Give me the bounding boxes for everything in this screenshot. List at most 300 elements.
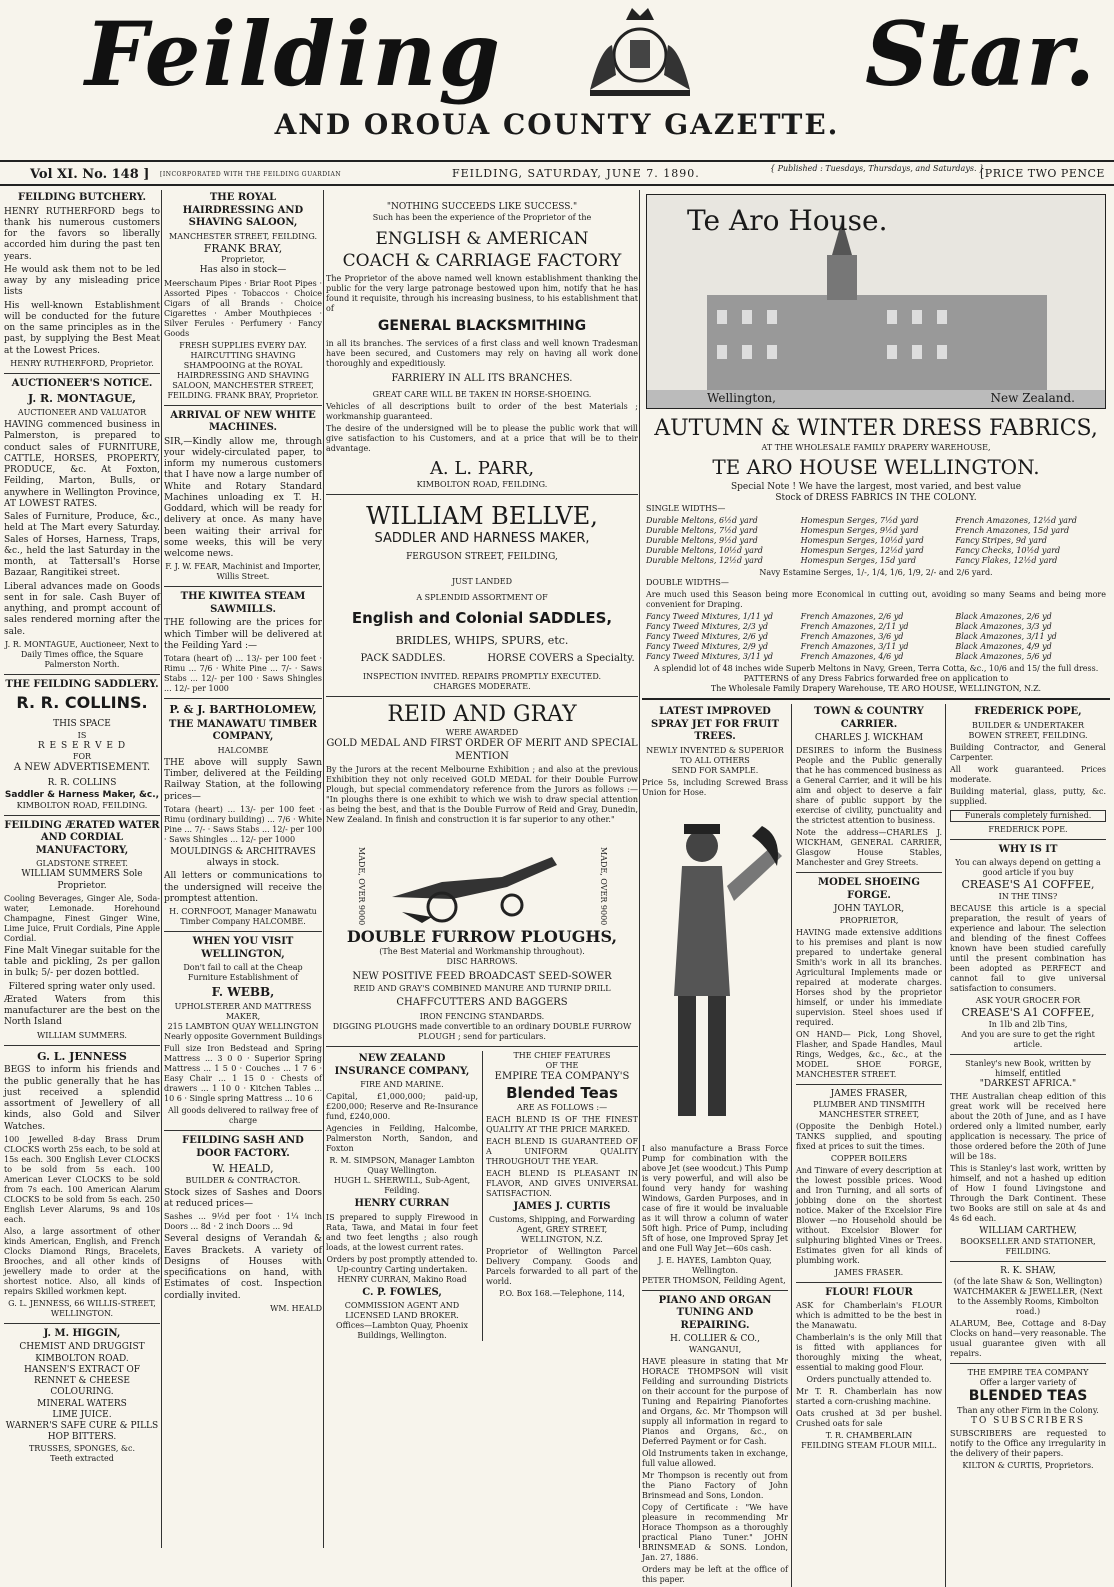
- tea-follows: ARE AS FOLLOWS :—: [516, 1102, 608, 1112]
- kiwitea-heading: THE KIWITEA STEAM SAWMILLS.: [180, 591, 306, 615]
- double-widths-list: [646, 612, 1106, 662]
- fraser-text: (Opposite the Denbigh Hotel.) TANKS supplied, and spouting fixed at prices to suit the times.: [796, 1121, 942, 1151]
- hairdresser-proprietor: Proprietor,: [221, 255, 265, 265]
- higgin-product: TRUSSES, SPONGES, &c.: [28, 1443, 136, 1453]
- fabric-price-item: Fancy Tweed Mixtures, 2/9 yd: [646, 642, 768, 651]
- royal-crest-icon: [560, 0, 720, 110]
- flour-signature: T. R. CHAMBERLAIN: [825, 1431, 913, 1441]
- double-widths-label: DOUBLE WIDTHS—: [646, 578, 729, 587]
- webb-address: 215 LAMBTON QUAY WELLINGTON Nearly opposite Government Buildings: [164, 1022, 322, 1041]
- fabric-price-item: Fancy Flakes, 12½d yard: [955, 556, 1058, 565]
- fabrics-heading: AUTUMN & WINTER DRESS FABRICS,: [654, 416, 1098, 441]
- parr-text: Vehicles of all descriptions built to order of the best Materials ; workmanship guaranteed.: [326, 401, 638, 421]
- hairdresser-name: FRANK BRAY,: [203, 241, 283, 255]
- carthew-name: WILLIAM CARTHEW,: [979, 1225, 1077, 1236]
- why-text: You can always depend on getting a good article if you buy: [955, 858, 1101, 877]
- shaw-role: (of the late Shaw & Son, Wellington) WATCHMAKER & JEWELLER, (Next to the Assembly Rooms, Kimbolton road.): [953, 1277, 1103, 1317]
- plough-made-label: MADE, OVER 9000: [599, 847, 608, 926]
- price: [PRICE TWO PENCE: [980, 167, 1105, 180]
- fraser-name: JAMES FRASER,: [830, 1088, 908, 1099]
- flour-heading: FLOUR! FLOUR: [825, 1286, 913, 1298]
- auctioneer-signature: J. R. MONTAGUE, Auctioneer, Next to Daily Times office, the Square Palmerston North.: [5, 639, 159, 669]
- butchery-signature: HENRY RUTHERFORD, Proprietor.: [10, 358, 154, 368]
- subscribers-text: SUBSCRIBERS are requested to notify to the Office any irregularity in the delivery of their papers.: [950, 1429, 1106, 1458]
- column-1: [4, 190, 160, 1548]
- te-aro-title: TE ARO HOUSE WELLINGTON.: [712, 454, 1040, 479]
- carthew-role: BOOKSELLER AND STATIONER, FEILDING.: [960, 1237, 1096, 1256]
- higgin-product: WARNER'S SAFE CURE & PILLS: [5, 1421, 159, 1431]
- hairdresser-street: MANCHESTER STREET, FEILDING.: [169, 231, 317, 241]
- auctioneer-role: AUCTIONEER AND VALUATOR: [17, 408, 147, 417]
- spray-jet-text: I also manufacture a Brass Force Pump for combination with the above Jet (see woodcut.) This Pump is very powerful, and will also be found very handy for washing Windows, Garden Purposes, and in case of fire it would be invaluable as it will throw a column of water 50ft high. Price of Pump, including 5ft of hose, one Improved Spray Jet and one Full Way Jet—60s cash.: [642, 1143, 788, 1253]
- heald-name: W. HEALD,: [212, 1162, 274, 1175]
- webb-delivery: All goods delivered to railway free of charge: [168, 1106, 318, 1125]
- empire-blended: BLENDED TEAS: [968, 1388, 1088, 1405]
- fabric-price-item: Homespun Serges, 15d yard: [800, 556, 917, 565]
- pope-funerals: Funerals completely furnished.: [950, 810, 1106, 822]
- divider: [796, 1282, 942, 1283]
- fraser-copper: COPPER BOILERS: [830, 1153, 908, 1163]
- insurance-capital: Capital, £1,000,000; paid-up, £200,000; Reserve and Re-Insurance fund, £240,000.: [326, 1092, 478, 1122]
- reid-chaff: CHAFFCUTTERS AND BAGGERS: [396, 996, 568, 1008]
- fabric-price-item: Homespun Serges, 9½d yard: [800, 526, 919, 535]
- jenness-text: BEGS to inform his friends and the public generally that he has just received a splendid assortment of Jewellery of all kinds, also Gold and Silver Watches.: [4, 1065, 160, 1132]
- parr-name: A. L. PARR,: [429, 457, 535, 479]
- insurance-heading: NEW ZEALAND INSURANCE COMPANY,: [334, 1053, 470, 1077]
- subscribers-heading: TO SUBSCRIBERS: [970, 1415, 1086, 1426]
- insurance-agencies: Agencies in Feilding, Halcombe, Palmerston North, Sandon, and Foxton: [326, 1124, 478, 1154]
- curtis-box: P.O. Box 168.—Telephone, 114,: [499, 1289, 625, 1298]
- flour-corn: Mr T. R. Chamberlain has now started a corn-crushing machine.: [796, 1387, 942, 1407]
- auctioneer-name: J. R. MONTAGUE,: [28, 392, 136, 406]
- crease-tins-sizes: In 1lb and 2lb Tins,: [988, 1019, 1068, 1029]
- parr-address: KIMBOLTON ROAD, FEILDING.: [416, 480, 548, 490]
- column-3: [326, 190, 638, 1548]
- fabric-price-item: Fancy Tweed Mixtures, 3/11 yd: [646, 652, 774, 661]
- higgin-product: MINERAL WATERS: [37, 1398, 127, 1409]
- cornfoot-signature: H. CORNFOOT, Manager Manawatu Timber Company HALCOMBE.: [169, 907, 317, 926]
- divider: [950, 1363, 1106, 1364]
- carrier-name: CHARLES J. WICKHAM: [814, 733, 924, 743]
- fabric-price-item: Fancy Tweed Mixtures, 1/11 yd: [646, 612, 774, 621]
- volume-number: Vol XI. No. 148 ]: [30, 167, 150, 182]
- tea-blended: Blended Teas: [506, 1083, 618, 1102]
- pope-name: FREDERICK POPE,: [974, 706, 1082, 717]
- bellve-pack: PACK SADDLES.: [360, 653, 446, 665]
- parr-title: COACH & CARRIAGE FACTORY: [342, 250, 622, 271]
- shaw-name: R. K. SHAW,: [1000, 1266, 1056, 1276]
- tea-of: OF THE: [545, 1061, 579, 1071]
- divider: [796, 1084, 942, 1085]
- auctioneer-text: Liberal advances made on Goods sent in for sale. Cash Buyer of anything, and prompt account of sales rendered morning after the sale.: [4, 581, 160, 637]
- divider: [4, 815, 160, 816]
- shaw-text: ALARUM, Bee, Cottage and 8-Day Clocks on hand—very reasonable. The usual guarantee given with all repairs.: [950, 1319, 1106, 1359]
- collier-certificate: Copy of Certificate : "We have pleasure in recommending Mr Horace Thompson as a thoroughly practical Piano Tuner." JOHN BRINSMEAD & SONS. London, Jan. 27, 1886.: [642, 1503, 788, 1563]
- kiwitea-prices: Totara (heart of) ... 13/- per 100 feet · Rimu ... 7/6 · White Pine ... 7/- · Saws Stabs ... 12/- per 100 · Saws Shingles ... 12/- per 1000: [164, 654, 322, 693]
- webb-name: F. WEBB,: [211, 985, 275, 999]
- divider: [326, 1046, 638, 1047]
- reid-text: By the Jurors at the recent Melbourne Exhibition ; and also at the previous Exhibition they not only received GOLD MEDAL for their Double Furrow Plough, but special commendatory reference from the Jurors as follows :— "In ploughs there is one exhibit to which we wish to draw special attention as being the best, and that is the Double Furrow of Reid and Gray, Dunedin, New Zealand. In finish and construction it is far superior to any other.": [326, 765, 638, 825]
- reid-awarded: WERE AWARDED: [445, 728, 519, 738]
- masthead-title-right: Star.: [865, 2, 1096, 106]
- parr-farriery: FARRIERY IN ALL ITS BRANCHES.: [391, 373, 573, 385]
- space-notice: FOR: [72, 751, 92, 761]
- empire-heading: THE EMPIRE TEA COMPANY: [967, 1368, 1089, 1378]
- reid-ploughs: DOUBLE FURROW PLOUGHS,: [346, 927, 618, 947]
- subscribers-signature: KILTON & CURTIS, Proprietors.: [962, 1461, 1094, 1470]
- te-aro-banner: Te Aro House.: [687, 204, 888, 237]
- spray-jet-agent: PETER THOMSON, Feilding Agent,: [642, 1275, 786, 1285]
- fabric-price-item: French Amazones, 3/11 yd: [800, 642, 909, 651]
- forge-text: HAVING made extensive additions to his premises and plant is now prepared to undertake general Smith's work in all its branches. Agricultural Implements made or repaired at moderate charges. Horses shod by the proprietor himself, or under his immediate supervision. Steel shoes used if required.: [796, 927, 942, 1027]
- parr-title: ENGLISH & AMERICAN: [375, 229, 589, 250]
- space-notice: IS: [77, 730, 87, 740]
- fraser-text: And Tinware of every description at the lowest possible prices. Wood and Iron Turning, and all sorts of jobbing done on the shortest notice. Maker of the Excelsior Fire Blower —no Household should be without. Excelsior Blower for sulphuring blighted Vines or Trees. Estimates given for all kinds of plumbing work.: [796, 1165, 942, 1265]
- fowles-name: C. P. FOWLES,: [362, 1286, 442, 1298]
- divider: [326, 696, 638, 697]
- higgin-product: LIME JUICE.: [52, 1409, 112, 1420]
- single-widths-label: SINGLE WIDTHS—: [646, 504, 726, 513]
- divider: [950, 1054, 1106, 1055]
- bellve-horse-covers: HORSE COVERS a Specialty.: [487, 653, 635, 665]
- collins-name: R. R. COLLINS: [47, 778, 117, 789]
- aerated-name: WILLIAM SUMMERS Sole Proprietor.: [21, 869, 143, 891]
- bellve-name: WILLIAM BELLVE,: [366, 502, 598, 531]
- crease-tins: IN THE TINS?: [998, 891, 1058, 901]
- bellve-address: FERGUSON STREET, FEILDING,: [406, 551, 558, 562]
- fabric-price-item: French Amazones, 2/6 yd: [800, 612, 904, 621]
- divider: [642, 1290, 788, 1291]
- divider: [164, 586, 322, 587]
- plough-made-label: MADE, OVER 9000: [357, 847, 366, 926]
- right-article: And you are sure to get the right article.: [961, 1029, 1095, 1049]
- bartholomew-company: THE MANAWATU TIMBER COMPANY,: [168, 718, 318, 743]
- fabric-price-item: Black Amazones, 3/3 yd: [955, 622, 1052, 631]
- bellve-inspection: INSPECTION INVITED. REPAIRS PROMPTLY EXECUTED.: [362, 671, 602, 681]
- forge-heading: MODEL SHOEING FORGE.: [818, 877, 920, 901]
- collier-text: Mr Thompson is recently out from the Piano Factory of John Brinsmead and Sons, London.: [642, 1471, 788, 1501]
- fraser-signature: JAMES FRASER.: [834, 1267, 904, 1277]
- higgin-product: Teeth extracted: [50, 1453, 114, 1463]
- bellve-role: SADDLER AND HARNESS MAKER,: [374, 531, 590, 547]
- spray-jet-signature: J. E. HAYES, Lambton Quay, Wellington.: [658, 1255, 772, 1275]
- aerated-street: GLADSTONE STREET.: [36, 859, 128, 869]
- butchery-text: He would ask them not to be led away by any misleading price lists: [4, 264, 160, 298]
- parr-text: The Proprietor of the above named well known establishment thanking the public for the very large patronage bestowed upon him, notify that he has found it requisite, through his increasing business, to his establishment that of: [326, 273, 638, 313]
- carrier-text: DESIRES to inform the Business People and the Public generally that he has commenced business as a General Carrier, and it will be his aim and object to deserve a fair share of public support by the exercise of civility, punctuality and the strictest attention to business.: [796, 746, 942, 826]
- curran-text: IS prepared to supply Firewood in Rata, Tawa, and Matai in four feet and two feet lengths ; also rough loads, at the lowest current rates.: [326, 1212, 478, 1252]
- forge-name: JOHN TAYLOR,: [833, 904, 905, 915]
- column-2: [164, 190, 322, 1548]
- pope-text: All work guaranteed. Prices moderate.: [950, 764, 1106, 784]
- divider: [950, 1261, 1106, 1262]
- fabric-price-item: French Amazones, 2/11 yd: [800, 622, 909, 631]
- aerated-heading: FEILDING ÆRATED WATER AND CORDIAL MANUFACTORY,: [4, 819, 160, 856]
- bartholomew-text: THE above will supply Sawn Timber, delivered at the Feilding Railway Station, at the following prices—: [164, 757, 322, 802]
- incorporated-note: [INCORPORATED WITH THE FEILDING GUARDIAN: [160, 171, 342, 178]
- butchery-heading: FEILDING BUTCHERY.: [18, 192, 146, 203]
- crease-coffee: CREASE'S A1 COFFEE,: [961, 1005, 1095, 1019]
- divider: [164, 1130, 322, 1131]
- aerated-text: Ærated Waters from this manufacturer are the best on the North Island: [4, 994, 160, 1028]
- curtis-name: JAMES J. CURTIS: [513, 1200, 611, 1212]
- spray-jet-newly: NEWLY INVENTED & SUPERIOR TO ALL OTHERS: [646, 745, 784, 765]
- masthead-title-left: Feilding: [85, 2, 502, 106]
- auctioneer-text: Sales of Furniture, Produce, &c., held at The Mart every Saturday. Sales of Horses, Harness, Traps, &c., held the last Saturday in the month, at Tattersall's Horse Bazaar, Rangitikei street.: [4, 512, 160, 579]
- spray-jet-sample: SEND FOR SAMPLE.: [671, 765, 759, 775]
- fraser-role: PLUMBER AND TINSMITH: [813, 1099, 925, 1109]
- bartholomew-prices: Totara (heart) ... 13/- per 100 feet · Rimu (ordinary building) ... 7/6 · White Pine ... 7/- · Saws Stabs ... 12/- per 100 · Saws Shingles ... 12/- per 1000: [164, 804, 322, 844]
- ask-grocer: ASK YOUR GROCER FOR: [975, 995, 1081, 1005]
- flour-mill: FEILDING STEAM FLOUR MILL.: [801, 1441, 937, 1451]
- space-notice: THIS SPACE: [53, 719, 111, 730]
- tea-company: EMPIRE TEA COMPANY'S: [494, 1071, 630, 1083]
- pope-role: BUILDER & UNDERTAKER: [972, 720, 1084, 730]
- jenness-signature: G. L. JENNESS, 66 WILLIS-STREET, WELLINGTON.: [8, 1298, 156, 1318]
- stanley-heading: Stanley's new Book, written by himself, entitled: [965, 1058, 1091, 1078]
- bartholomew-place: HALCOMBE: [217, 745, 269, 755]
- divider: [164, 698, 322, 699]
- column-rule: [161, 190, 162, 1548]
- aerated-text: Filtered spring water only used.: [8, 981, 156, 992]
- jenness-text: Also, a large assortment of other kinds American, English, and French Clocks Diamond Rings, Bracelets, Brooches, and all other kinds of jewellery made to order at the shortest notice. Also, all kinds of repairs Skilled workmen kept.: [4, 1226, 160, 1296]
- space-notice: A NEW ADVERTISEMENT.: [13, 761, 151, 773]
- fabric-price-item: French Amazones, 12½d yard: [955, 516, 1077, 525]
- pope-crease-column: [950, 704, 1106, 1587]
- bellve-bridles: BRIDLES, WHIPS, SPURS, etc.: [395, 633, 569, 647]
- navy-serges: Navy Estamine Serges, 1/-, 1/4, 1/6, 1/9, 2/- and 2/6 yard.: [759, 568, 993, 577]
- stanley-text: THE Australian cheap edition of this great work will be received here about the 20th of June, and as I have ordered only a limited number, early application is necessary. The price of those ordered before the 20th of June will be 18s.: [950, 1091, 1106, 1161]
- dateline: [0, 160, 1114, 186]
- webb-heading: WHEN YOU VISIT WELLINGTON,: [192, 936, 294, 960]
- collier-orders: Orders may be left at the office of this paper.: [642, 1565, 788, 1585]
- tea-feature: EACH BLEND IS OF THE FINEST QUALITY AT THE PRICE MARKED.: [486, 1114, 638, 1134]
- divider: [4, 674, 160, 675]
- masthead: [0, 0, 1114, 160]
- fowles-address: Offices—Lambton Quay, Phoenix Buildings, Wellington.: [336, 1321, 468, 1341]
- space-notice: R E S E R V E D: [37, 740, 127, 751]
- tea-heading: THE CHIEF FEATURES: [513, 1051, 611, 1061]
- parr-quote: "NOTHING SUCCEEDS LIKE SUCCESS.": [386, 202, 578, 212]
- insurance-manager: R. M. SIMPSON, Manager Lambton Quay Wellington.: [329, 1156, 475, 1176]
- fabric-price-item: Durable Meltons, 6½d yard: [646, 516, 758, 525]
- fabric-price-item: Fancy Stripes, 9d yard: [955, 536, 1047, 545]
- arrival-heading: ARRIVAL OF NEW WHITE MACHINES.: [170, 409, 316, 433]
- curran-orders: Orders by post promptly attended to.: [326, 1254, 478, 1264]
- flour-oats: Oats crushed at 3d per bushel. Crushed oats for sale: [796, 1409, 942, 1429]
- te-aro-house-illustration: [646, 194, 1106, 409]
- webb-role: UPHOLSTERER AND MATTRESS MAKER,: [174, 1002, 312, 1021]
- pope-text: Building Contractor, and General Carpenter.: [950, 742, 1106, 762]
- heald-heading: FEILDING SASH AND DOOR FACTORY.: [182, 1135, 304, 1159]
- bellve-assortment: A SPLENDID ASSORTMENT OF: [416, 592, 548, 602]
- fabric-price-item: Durable Meltons, 10½d yard: [646, 546, 763, 555]
- curran-carting: Up-country Carting undertaken. HENRY CURRAN, Makino Road: [336, 1264, 468, 1284]
- flour-orders: Orders punctually attended to.: [806, 1375, 932, 1385]
- curtis-text: Proprietor of Wellington Parcel Delivery Company. Goods and Parcels forwarded to all part of the world.: [486, 1247, 638, 1286]
- divider: [326, 494, 638, 495]
- auctioneer-text: HAVING commenced business in Palmerston, is prepared to conduct sales of FURNITURE, CATTLE, HORSES, PROPERTY, PRODUCE, &c. At Foxton, Feilding, Marton, Bulls, or anywhere in Wellington Province, AT LOWEST RATES.: [4, 420, 160, 509]
- reid-name: REID AND GRAY: [387, 701, 577, 727]
- divider: [642, 698, 1110, 700]
- stanley-title: "DARKEST AFRICA.": [979, 1078, 1077, 1089]
- collins-address: KIMBOLTON ROAD, FEILDING.: [16, 800, 148, 810]
- curtis-role: Customs, Shipping, and Forwarding Agent, GREY STREET, WELLINGTON, N.Z.: [488, 1215, 636, 1244]
- heald-text: Several designs of Verandah & Eaves Brackets. A variety of Designs of Houses with specifications on hand, with Estimates of cost. Inspection cordially invited.: [164, 1234, 322, 1301]
- bartholomew-heading: P. & J. BARTHOLOMEW,: [169, 703, 317, 716]
- reid-disc: DISC HARROWS.: [446, 957, 518, 967]
- butchery-text: His well-known Establishment will be conducted for the future on the same principles as in the past, by supplying the Best Meat at the Lowest Prices.: [4, 300, 160, 356]
- collier-text: Old Instruments taken in exchange, full value allowed.: [642, 1449, 788, 1469]
- hairdresser-stock: Has also in stock—: [199, 265, 287, 276]
- publication-days: { Published : Tuesdays, Thursdays, and Saturdays. }: [770, 164, 985, 173]
- pope-text: Building material, glass, putty, &c. supplied.: [950, 786, 1106, 806]
- higgin-name: J. M. HIGGIN,: [43, 1327, 121, 1339]
- webb-text: Don't fail to call at the Cheap Furniture Establishment of: [183, 963, 303, 982]
- hairdresser-fresh: FRESH SUPPLIES EVERY DAY.: [179, 340, 307, 350]
- arrival-signature: F. J. W. FEAR, Machinist and Importer, Willis Street.: [165, 562, 321, 582]
- collier-place: WANGANUI,: [688, 1345, 742, 1355]
- mouldings-notice: MOULDINGS & ARCHITRAVES always in stock.: [170, 846, 316, 868]
- spray-jet-price: Price 5s, including Screwed Brass Union for Hose.: [642, 777, 788, 797]
- crease-text: BECAUSE this article is a special preparation, the result of years of experience and labour. The selection and blending of the finest Coffees known have been studied carefully until the present combination has been adopted as PERFECT and cannot fail to give universal satisfaction to consumers.: [950, 903, 1106, 993]
- heald-role: BUILDER & CONTRACTOR.: [185, 1175, 301, 1185]
- flour-text: ASK for Chamberlain's FLOUR which is admitted to be the best in the Manawatu.: [796, 1301, 942, 1331]
- saddlery-heading: THE FEILDING SADDLERY.: [5, 678, 159, 690]
- parr-text: in all its branches. The services of a first class and well known Tradesman have been secured, and Customers may rely on having all work done thoroughly and expeditiously.: [326, 339, 638, 369]
- carrier-heading: TOWN & COUNTRY CARRIER.: [814, 706, 924, 730]
- fabric-price-item: Fancy Tweed Mixtures, 2/6 yd: [646, 632, 768, 641]
- warehouse-address: The Wholesale Family Drapery Warehouse, TE ARO HOUSE, WELLINGTON, N.Z.: [710, 684, 1042, 693]
- fowles-role: COMMISSION AGENT AND LICENSED LAND BROKER.: [344, 1301, 460, 1321]
- fabric-price-item: Black Amazones, 4/9 yd: [955, 642, 1052, 651]
- tea-ad: [482, 1051, 638, 1341]
- stanley-text: This is Stanley's last work, written by himself, and not a hashed up edition of How I found Livingstone and Through the Dark Continent. These two Books are still on sale at 4s and 4s 6d each.: [950, 1163, 1106, 1223]
- kiwitea-text: THE following are the prices for which Timber will be delivered at the Feilding Yard :—: [164, 618, 322, 651]
- letters-notice: All letters or communications to the undersigned will receive the promptest attention.: [164, 871, 322, 904]
- reid-iron: IRON FENCING STANDARDS.: [419, 1012, 545, 1022]
- fabric-price-item: Fancy Checks, 10½d yard: [955, 546, 1061, 555]
- fabric-price-item: Black Amazones, 3/11 yd: [955, 632, 1057, 641]
- fabric-price-item: Homespun Serges, 7½d yard: [800, 516, 919, 525]
- carrier-forge-column: [796, 704, 946, 1587]
- arrival-text: SIR,—Kindly allow me, through your widely-circulated paper, to inform my numerous customers that I have now a large number of White and Rotary Standard Machines unloading ex T. H. Goddard, which will be ready for delivery at once. As many have been waiting their arrival for some weeks, this will be very welcome news.: [164, 436, 322, 559]
- parr-blacksmithing: GENERAL BLACKSMITHING: [377, 317, 587, 334]
- higgin-role: CHEMIST AND DRUGGIST KIMBOLTON ROAD.: [19, 1342, 145, 1364]
- fabric-price-item: Fancy Tweed Mixtures, 2/3 yd: [646, 622, 768, 631]
- hayes-collier-column: [642, 704, 792, 1587]
- divider: [4, 1323, 160, 1324]
- parr-text: The desire of the undersigned will be to please the public work that will give satisfaction to his Customers, and at a price that will be to their advantage.: [326, 423, 638, 453]
- fabric-price-item: Durable Meltons, 7½d yard: [646, 526, 758, 535]
- aerated-items: Cooling Beverages, Ginger Ale, Soda-water, Lemonade. Horehound Champagne, Finest Ginger Wine, Lime Juice, Fruit Cordials, Pine Apple Cordial.: [4, 893, 160, 943]
- special-note: Special Note ! We have the largest, most varied, and best value Stock of DRESS FABRICS IN THE COLONY.: [730, 481, 1022, 503]
- forge-on-hand: ON HAND— Pick, Long Shovel, Flasher, and Spade Handles, Maul Rings, Wedges, &c., &c., at the MODEL SHOE FORGE, MANCHESTER STREET.: [796, 1029, 942, 1079]
- pope-signature: FREDERICK POPE.: [988, 824, 1068, 834]
- reid-manure: REID AND GRAY'S COMBINED MANURE AND TURNIP DRILL: [353, 983, 611, 993]
- aerated-text: Fine Malt Vinegar suitable for the table and pickling, 2s per gallon in bulk; 5/- per dozen bottled.: [4, 945, 160, 979]
- insurance-fire: FIRE AND MARINE.: [360, 1080, 444, 1090]
- divider: [4, 373, 160, 374]
- carrier-address: Note the address—CHARLES J. WICKHAM, GENERAL CARRIER, Glasgow House Stables, Manchester and Grey Streets.: [796, 828, 942, 868]
- patterns-note: PATTERNS of any Dress Fabrics forwarded free on application to: [743, 674, 1009, 683]
- crease-coffee: CREASE'S A1 COFFEE,: [961, 878, 1095, 891]
- divider: [796, 872, 942, 873]
- piano-heading: PIANO AND ORGAN TUNING AND REPAIRING.: [658, 1294, 772, 1331]
- jenness-text: 100 Jewelled 8-day Brass Drum CLOCKS worth 25s each, to be sold at 15s each. 300 English Lever CLOCKS to be sold from 5s each. 100 American Lever CLOCKS to be sold from 7s each. 100 American Alarum CLOCKS to be sold from 5s each. 250 English Lever Alarums, 9s and 10s each.: [4, 1134, 160, 1224]
- flour-text: Chamberlain's is the only Mill that is fitted with appliances for thoroughly mixing the wheat, essential to making good Flour.: [796, 1333, 942, 1373]
- fabric-price-item: Durable Meltons, 9½d yard: [646, 536, 758, 545]
- empire-offer: Offer a larger variety of: [979, 1378, 1077, 1388]
- heald-signature: WM. HEALD: [270, 1303, 322, 1313]
- divider: [950, 839, 1106, 840]
- auctioneer-heading: AUCTIONEER'S NOTICE.: [11, 377, 153, 389]
- higgin-product: HOP BITTERS.: [47, 1432, 117, 1443]
- man-with-sprayer-illustration-icon: [642, 806, 792, 1136]
- fabric-price-item: Durable Meltons, 12½d yard: [646, 556, 763, 565]
- saddlery-name: R. R. COLLINS.: [16, 693, 148, 713]
- fabric-price-item: French Amazones, 3/6 yd: [800, 632, 904, 641]
- insurance-subagent: HUGH L. SHERWILL, Sub-Agent, Feilding.: [333, 1176, 471, 1196]
- heald-text: Stock sizes of Sashes and Doors at reduced prices—: [164, 1187, 322, 1209]
- divider: [164, 405, 322, 406]
- fabric-price-item: Black Amazones, 5/6 yd: [955, 652, 1052, 661]
- spray-jet-heading: LATEST IMPROVED SPRAY JET FOR FRUIT TREES.: [650, 706, 780, 742]
- tea-feature: EACH BLEND IS PLEASANT IN FLAVOR, AND GIVES UNIVERSAL SATISFACTION.: [486, 1168, 638, 1198]
- reid-sower: NEW POSITIVE FEED BROADCAST SEED-SOWER: [352, 971, 612, 983]
- pope-street: BOWEN STREET, FEILDING.: [968, 730, 1088, 740]
- higgin-product: HANSEN'S EXTRACT OF RENNET & CHEESE COLOURING.: [24, 1364, 140, 1398]
- column-rule: [639, 190, 640, 1548]
- jenness-name: G. L. JENNESS: [37, 1049, 127, 1063]
- bellve-charges: CHARGES MODERATE.: [433, 681, 531, 691]
- why-heading: WHY IS IT: [998, 843, 1058, 855]
- divider: [4, 1045, 160, 1046]
- caption-wellington: Wellington,: [707, 391, 776, 405]
- fraser-street: MANCHESTER STREET,: [818, 1109, 920, 1119]
- collier-name: H. COLLIER & CO.,: [670, 1334, 760, 1344]
- parr-care: GREAT CARE WILL BE TAKEN IN HORSE-SHOEING.: [372, 389, 592, 399]
- hairdresser-items: Meerschaum Pipes · Briar Root Pipes · Assorted Pipes · Tobaccos · Choice Cigars of all Brands · Choice Cigarettes · Amber Mouthpieces · Silver Ferules · Perfumery · Fancy Goods: [164, 278, 322, 338]
- forge-proprietor: PROPRIETOR,: [839, 915, 899, 925]
- meltons-note: A splendid lot of 48 inches wide Superb Meltons in Navy, Green, Terra Cotta, &c., 10/6 and 15/ the full dress.: [653, 664, 1099, 673]
- aerated-signature: WILLIAM SUMMERS.: [37, 1030, 127, 1040]
- heald-items: Sashes ... 9½d per foot · 1¼ inch Doors ... 8d · 2 inch Doors ... 9d: [164, 1212, 322, 1232]
- insurance-ad: [326, 1051, 478, 1341]
- double-widths-text: Are much used this Season being more Economical in cutting out, avoiding so many Seams and being more convenient for Draping.: [646, 590, 1106, 609]
- collins-trade: Saddler & Harness Maker, &c.,: [4, 789, 160, 800]
- fabric-price-item: Black Amazones, 2/6 yd: [955, 612, 1052, 621]
- masthead-subtitle: AND OROUA COUNTY GAZETTE.: [274, 108, 840, 141]
- bellve-saddles: English and Colonial SADDLES,: [351, 608, 613, 627]
- empire-any: Than any other Firm in the Colony.: [957, 1405, 1099, 1415]
- curran-name: HENRY CURRAN: [354, 1198, 450, 1210]
- fabric-price-item: French Amazones, 15d yard: [955, 526, 1070, 535]
- tea-feature: EACH BLEND IS GUARANTEED OF A UNIFORM QUALITY THROUGHOUT THE YEAR.: [486, 1136, 638, 1166]
- fabric-price-item: Homespun Serges, 10½d yard: [800, 536, 924, 545]
- column-rule: [323, 190, 324, 1548]
- reid-best: (The Best Material and Workmanship throughout).: [379, 947, 585, 957]
- plough-illustration-icon: [382, 837, 582, 927]
- column-4: [642, 190, 1110, 1585]
- bellve-landed: JUST LANDED: [451, 576, 513, 586]
- reid-digging: DIGGING PLOUGHS made convertible to an ordinary DOUBLE FURROW PLOUGH ; send for particulars.: [332, 1022, 632, 1042]
- fabrics-subheading: AT THE WHOLESALE FAMILY DRAPERY WAREHOUSE,: [761, 442, 991, 452]
- collier-text: HAVE pleasure in stating that Mr HORACE THOMPSON will visit Feilding and surrounding Districts on their account for the purpose of Tuning and Repairing Pianofortes and Organs, &c. Mr Thompson will supply all information in regard to Pianos and Organs, &c., on Deferred Payment or for Cash.: [642, 1357, 788, 1447]
- single-widths-list: [646, 516, 1106, 566]
- parr-subtext: Such has been the experience of the Proprietor of the: [372, 213, 592, 223]
- hairdresser-services: HAIRCUTTING SHAVING SHAMPOOING at the ROYAL HAIRDRESSING AND SHAVING SALOON, MANCHESTER STREET, FEILDING. FRANK BRAY, Proprietor.: [167, 350, 319, 400]
